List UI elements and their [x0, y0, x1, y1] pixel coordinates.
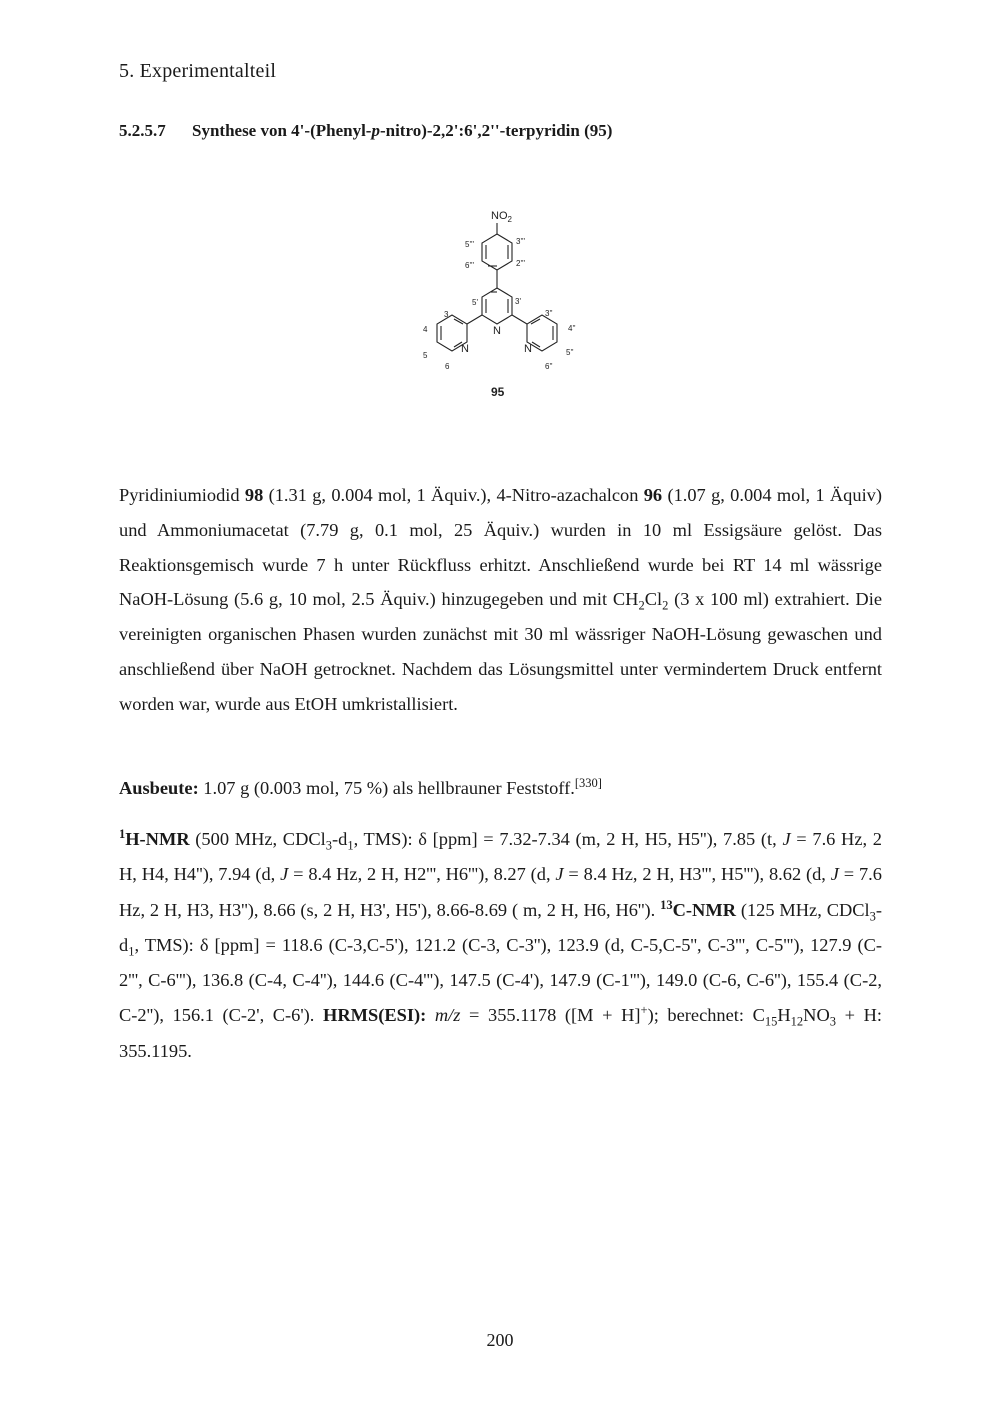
coupling-j: J — [280, 864, 289, 885]
coupling-j: J — [782, 829, 791, 849]
hrms-text: H — [777, 1005, 791, 1026]
bond-left — [467, 315, 482, 324]
page-number: 200 — [486, 1330, 514, 1350]
hrms-text: NO — [803, 1005, 830, 1026]
procedure-text: (3 x 100 ml) extrahiert. Die vereinigten organischen Phasen wurden zunächst mit 30 ml wässriger NaOH-Lösung gewaschen und anschließend über NaOH getrocknet. Nachdem das Lösungsmittel unter vermindertem Druck entfernt worden war, wurde aus EtOH umkristallisiert. — [119, 589, 882, 714]
subscript: 2 — [662, 599, 669, 614]
procedure-text: (1.31 g, 0.004 mol, 1 Äquiv.), 4-Nitro-azachalcon — [263, 485, 644, 505]
label-6: 6 — [445, 362, 450, 371]
structure-drawing — [405, 200, 595, 410]
section-number: 5.2.5.7 — [119, 121, 166, 140]
label-5p: 5' — [472, 298, 478, 307]
label-3ppp: 3''' — [516, 237, 526, 246]
yield-line — [119, 771, 882, 805]
nitro-group-label: $NO_2$ — [491, 210, 512, 224]
subscript: 12 — [790, 1015, 804, 1030]
atom-n-central: N — [493, 325, 501, 337]
hrms-label: HRMS(ESI): — [323, 1005, 427, 1026]
isotope-1: 1 — [119, 826, 126, 841]
subscript: 3 — [869, 909, 876, 924]
compound-number: 95 — [491, 385, 505, 399]
mz-label: m/z — [426, 1005, 461, 1026]
nmr-text: = 7.6 Hz, 2 H, H3, H3''), 8.66 (s, 2 H, H3', H5'), 8.66-8.69 ( m, 2 H, H6, H6''). — [119, 864, 882, 920]
label-4: 4 — [423, 325, 428, 334]
nmr-text: = 8.4 Hz, 2 H, H2''', H6'''), 8.27 (d, — [288, 864, 556, 885]
section-title-part-a: Synthese von 4'-(Phenyl- — [192, 121, 372, 140]
c-nmr-label: C-NMR — [672, 899, 736, 920]
nmr-text: (500 MHz, CDCl — [189, 829, 326, 849]
subscript: 15 — [764, 1015, 778, 1030]
procedure-text: Pyridiniumiodid — [119, 485, 245, 505]
subscript: 3 — [829, 1015, 836, 1030]
hrms-text: ); berechnet: C — [647, 1005, 765, 1026]
subscript: 2 — [638, 599, 645, 614]
h-nmr-label: H-NMR — [125, 829, 190, 849]
label-5: 5 — [423, 351, 428, 360]
nmr-text: = 7.6 Hz, 2 H, H4, H4''), 7.94 (d, — [119, 829, 882, 885]
section-title-italic: p — [371, 121, 380, 140]
nmr-text: -d — [331, 829, 348, 849]
label-3p: 3' — [515, 297, 521, 306]
nmr-text: -d — [119, 899, 882, 955]
label-5pp: 5'' — [566, 348, 574, 357]
compound-ref-96: 96 — [643, 485, 663, 505]
section-heading — [119, 121, 612, 141]
hrms-text: + H: 355.1195. — [119, 1005, 882, 1061]
citation-ref: [330] — [574, 775, 602, 790]
analytical-data — [119, 822, 882, 1069]
label-4pp: 4'' — [568, 324, 576, 333]
procedure-text: Cl — [644, 589, 663, 610]
nmr-text: (125 MHz, CDCl — [735, 899, 870, 920]
nmr-text: = 8.4 Hz, 2 H, H3''', H5'''), 8.62 (d, — [563, 864, 831, 885]
nmr-text: , TMS): δ [ppm] = 7.32-7.34 (m, 2 H, H5, H5''), 7.85 (t, — [353, 829, 783, 849]
bond-right — [512, 315, 527, 324]
section-title-part-b: -nitro)-2,2':6',2''-terpyridin (95) — [379, 121, 613, 140]
chemical-structure-95 — [405, 200, 595, 410]
procedure-text: (1.07 g, 0.004 mol, 1 Äquiv) und Ammoniumacetat (7.79 g, 0.1 mol, 25 Äquiv.) wurden in 10 ml Essigsäure gelöst. Das Reaktionsgemisch wurde 7 h unter Rückfluss erhitzt. Anschließend wurde bei RT 14 ml wässrige NaOH-Lösung (5.6 g, 10 mol, 2.5 Äquiv.) hinzugegeben und mit CH — [119, 485, 883, 610]
charge-plus: + — [640, 1003, 648, 1018]
atom-n-left: N — [461, 343, 469, 355]
running-head: 5. Experimentalteil — [119, 60, 277, 82]
compound-ref-98: 98 — [244, 485, 264, 505]
label-6ppp: 6''' — [465, 261, 475, 270]
hrms-text: = 355.1178 ([M + H] — [460, 1005, 641, 1026]
atom-n-right: N — [524, 343, 532, 355]
subscript: 3 — [325, 838, 332, 853]
label-6pp: 6'' — [545, 362, 553, 371]
nmr-text: , TMS): δ [ppm] = 118.6 (C-3,C-5'), 121.2 (C-3, C-3''), 123.9 (d, C-5,C-5'', C-3''', C-5'''), 127.9 (C-2''', C-6'''), 136.8 (C-4, C-4''), 144.6 (C-4'''), 147.5 (C-4'), 147.9 (C-1'''), 149.0 (C-6, C-6''), 155.4 (C-2, C-2''), 156.1 (C-2', C-6'). — [119, 934, 882, 1026]
isotope-13: 13 — [660, 897, 673, 912]
label-2ppp: 2''' — [516, 259, 526, 268]
label-3: 3 — [444, 310, 449, 319]
subscript: 1 — [128, 944, 135, 959]
label-3pp: 3'' — [545, 309, 553, 318]
subscript: 1 — [347, 838, 354, 853]
coupling-j: J — [830, 864, 839, 885]
yield-label: Ausbeute: — [119, 778, 199, 798]
procedure-paragraph — [119, 478, 882, 722]
label-5ppp: 5''' — [465, 240, 475, 249]
coupling-j: J — [555, 864, 564, 885]
yield-text: 1.07 g (0.003 mol, 75 %) als hellbrauner Feststoff. — [198, 778, 575, 798]
